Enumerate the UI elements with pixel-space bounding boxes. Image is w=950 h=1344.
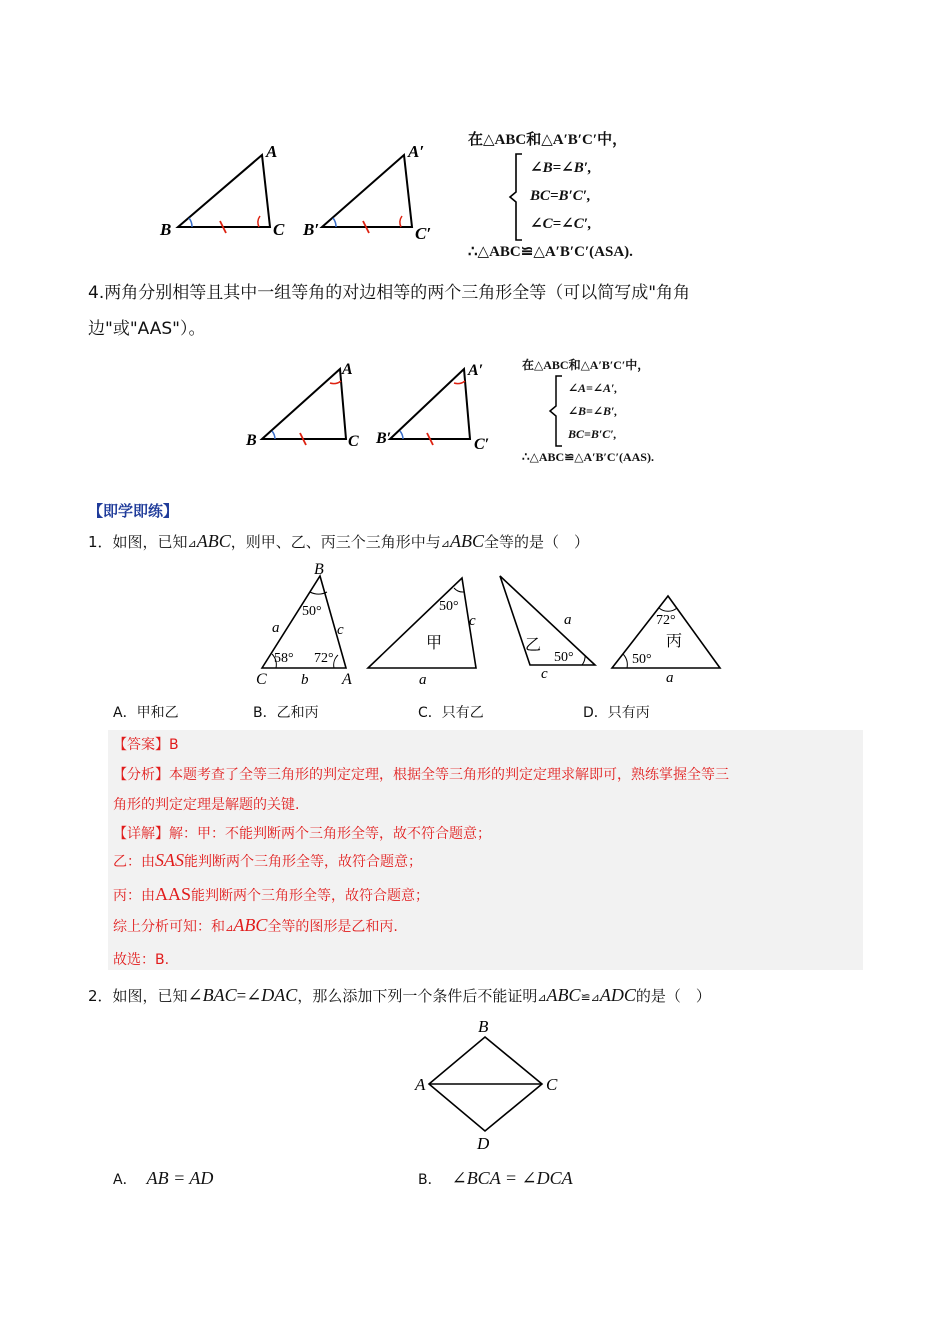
q1-angle-58: 58°: [274, 651, 294, 666]
asa-triangle-a-prime: [302, 142, 431, 243]
rule4-line-2: 边"或"AAS"）。: [88, 319, 206, 339]
aas-label-B: B: [246, 432, 257, 449]
q2-choice-b-math: ∠BCA = ∠DCA: [451, 1168, 573, 1188]
q1-yi-side-c: c: [541, 666, 548, 682]
q1-jia-label: 甲: [426, 635, 443, 652]
q1-side-a: a: [272, 620, 280, 636]
q2-cond-1: ∠BAC: [187, 985, 237, 1005]
asa-proof-line-3: ∠C=∠C′,: [530, 216, 592, 232]
q1-prefix: 1．如图，已知: [88, 533, 188, 551]
q1-side-b: b: [301, 672, 309, 688]
asa-label-A: A: [266, 142, 278, 161]
q1-jia-angle: 50°: [439, 599, 459, 614]
q2-middle: ，那么添加下列一个条件后不能证明: [297, 987, 538, 1005]
rule4-line-1: 4.两角分别相等且其中一组等角的对边相等的两个三角形全等（可以简写成"角角: [88, 283, 691, 303]
asa-proof-line-1: ∠B=∠B′,: [530, 160, 592, 176]
q2-cong-2: ADC: [599, 985, 636, 1005]
aas-proof-line-2: ∠B=∠B′,: [568, 404, 618, 418]
asa-label-B: B: [160, 220, 172, 239]
q1-yi-angle: 50°: [554, 650, 574, 665]
q1-choice-b[interactable]: B．乙和丙: [253, 705, 319, 721]
q1-detail-2-math: SAS: [155, 850, 184, 870]
q1-detail-4-pre: 综上分析可知：和: [113, 919, 225, 935]
q1-triangle-yi: [500, 576, 595, 682]
asa-label-B-prime: B′: [303, 220, 320, 239]
aas-brace: [548, 374, 564, 448]
q1-jia-side-a: a: [419, 672, 427, 688]
q1-abc: ABC: [196, 531, 231, 551]
q2-cong-symbol: ≌: [580, 990, 591, 1004]
q1-detail-2-post: 能判断两个三角形全等，故符合题意；: [184, 854, 422, 870]
aas-label-C: C: [348, 433, 359, 450]
q2-choice-b-label: B．: [418, 1172, 442, 1188]
aas-label-B-prime: B′: [376, 430, 392, 447]
q1-detail-4-tri: ⊿: [225, 923, 234, 934]
asa-triangle-abc: [159, 142, 285, 239]
asa-label-C: C: [273, 220, 285, 239]
q1-detail-2-pre: 乙：由: [113, 854, 155, 870]
q1-label-A: A: [342, 671, 352, 688]
aas-label-A: A: [342, 361, 353, 378]
q2-cond-2: ∠DAC: [246, 985, 298, 1005]
q1-detail-4-post: 全等的图形是乙和丙.: [267, 919, 398, 935]
aas-proof-conclusion: ∴△ABC≌△A′B′C′(AAS).: [522, 450, 654, 464]
q1-detail-line-3: [113, 884, 429, 905]
q1-triangle-bing: [612, 596, 720, 686]
q2-eq: =: [236, 986, 247, 1005]
q1-label-B: B: [314, 561, 324, 578]
q2-tri-1: ⊿: [537, 991, 547, 1004]
asa-proof-line-2: BC=B′C′,: [530, 188, 591, 204]
q1-bing-side-a: a: [666, 670, 674, 686]
q1-choice-a[interactable]: A．甲和乙: [113, 705, 179, 721]
q1-triangle-jia: [368, 578, 476, 688]
q2-label-B: B: [478, 1017, 489, 1036]
aas-label-C-prime: C′: [474, 436, 490, 453]
asa-brace: [508, 152, 524, 242]
asa-proof-intro: 在△ABC和△A′B′C′中，: [468, 132, 628, 148]
q2-label-A: A: [415, 1075, 426, 1094]
q1-angle-50: 50°: [302, 604, 322, 619]
q2-choice-a-math: AB = AD: [146, 1168, 214, 1188]
aas-proof: [522, 354, 654, 469]
asa-proof: [468, 126, 633, 266]
q1-detail-line-5: 故选：B.: [113, 952, 170, 968]
q1-tri-symbol-2: ⊿: [440, 537, 450, 550]
aas-figure: [240, 355, 500, 460]
q1-suffix: 全等的是（ ）: [484, 533, 590, 551]
q1-angle-72: 72°: [314, 651, 334, 666]
aas-label-A-prime: A′: [468, 362, 484, 379]
q1-triangle-abc: [256, 561, 352, 688]
q1-detail-3-math: AAS: [155, 884, 192, 904]
q1-jia-side-c: c: [469, 613, 476, 629]
q1-choice-c[interactable]: C．只有乙: [418, 705, 484, 721]
q1-detail-line-1: 【详解】解：甲：不能判断两个三角形全等，故不符合题意；: [113, 826, 491, 842]
aas-proof-line-1: ∠A=∠A′,: [568, 381, 618, 395]
aas-proof-line-3: BC=B′C′,: [568, 427, 617, 441]
aas-triangle-abc: [245, 361, 359, 450]
q1-detail-3-post: 能判断两个三角形全等，故符合题意；: [191, 888, 430, 904]
q1-analysis-line-1: 【分析】本题考查了全等三角形的判定定理，根据全等三角形的判定定理求解即可，熟练掌握全等三: [113, 767, 729, 783]
asa-label-C-prime: C′: [415, 224, 432, 243]
q1-tri-symbol: ⊿: [187, 537, 197, 550]
q2-tri-2: ⊿: [590, 991, 600, 1004]
q2-choice-a[interactable]: [113, 1168, 213, 1189]
q2-stem: [88, 983, 711, 1010]
q1-detail-line-2: [113, 850, 422, 871]
q1-label-C: C: [256, 671, 267, 688]
q1-yi-label: 乙: [525, 637, 542, 654]
aas-proof-intro: 在△ABC和△A′B′C′中，: [522, 358, 650, 372]
q1-bing-angle-72: 72°: [656, 613, 676, 628]
section-heading: 【即学即练】: [88, 502, 179, 520]
q2-label-D: D: [477, 1134, 490, 1153]
q1-answer: 【答案】B: [113, 737, 179, 753]
q1-bing-angle-50: 50°: [632, 652, 652, 667]
q2-prefix: 2．如图，已知: [88, 987, 188, 1005]
asa-proof-conclusion: ∴△ABC≌△A′B′C′(ASA).: [468, 244, 633, 260]
q1-figure: [250, 558, 730, 690]
aas-triangle-a-prime: [375, 362, 489, 453]
q1-yi-side-a: a: [564, 612, 572, 628]
asa-label-A-prime: A′: [408, 142, 425, 161]
q2-choice-a-label: A．: [113, 1172, 137, 1188]
q1-abc-2: ABC: [450, 531, 484, 551]
q1-side-c: c: [337, 622, 344, 638]
q1-analysis-line-2: 角形的判定定理是解题的关键.: [113, 797, 300, 813]
q1-middle: ，则甲、乙、丙三个三角形中与: [230, 533, 441, 551]
q2-choice-b[interactable]: [418, 1168, 573, 1189]
asa-figure: [150, 135, 450, 245]
q1-choice-d[interactable]: D．只有丙: [583, 705, 650, 721]
q2-figure: [410, 1015, 570, 1155]
q1-detail-line-4: [113, 915, 398, 936]
q1-bing-label: 丙: [666, 633, 683, 650]
q1-detail-3-pre: 丙：由: [113, 888, 155, 904]
q2-cong-1: ABC: [546, 985, 581, 1005]
q2-suffix: 的是（ ）: [635, 987, 711, 1005]
q1-stem: [88, 528, 589, 557]
q1-answer-box: [108, 730, 863, 970]
q2-label-C: C: [546, 1075, 558, 1094]
q1-detail-4-abc: ABC: [233, 915, 268, 935]
